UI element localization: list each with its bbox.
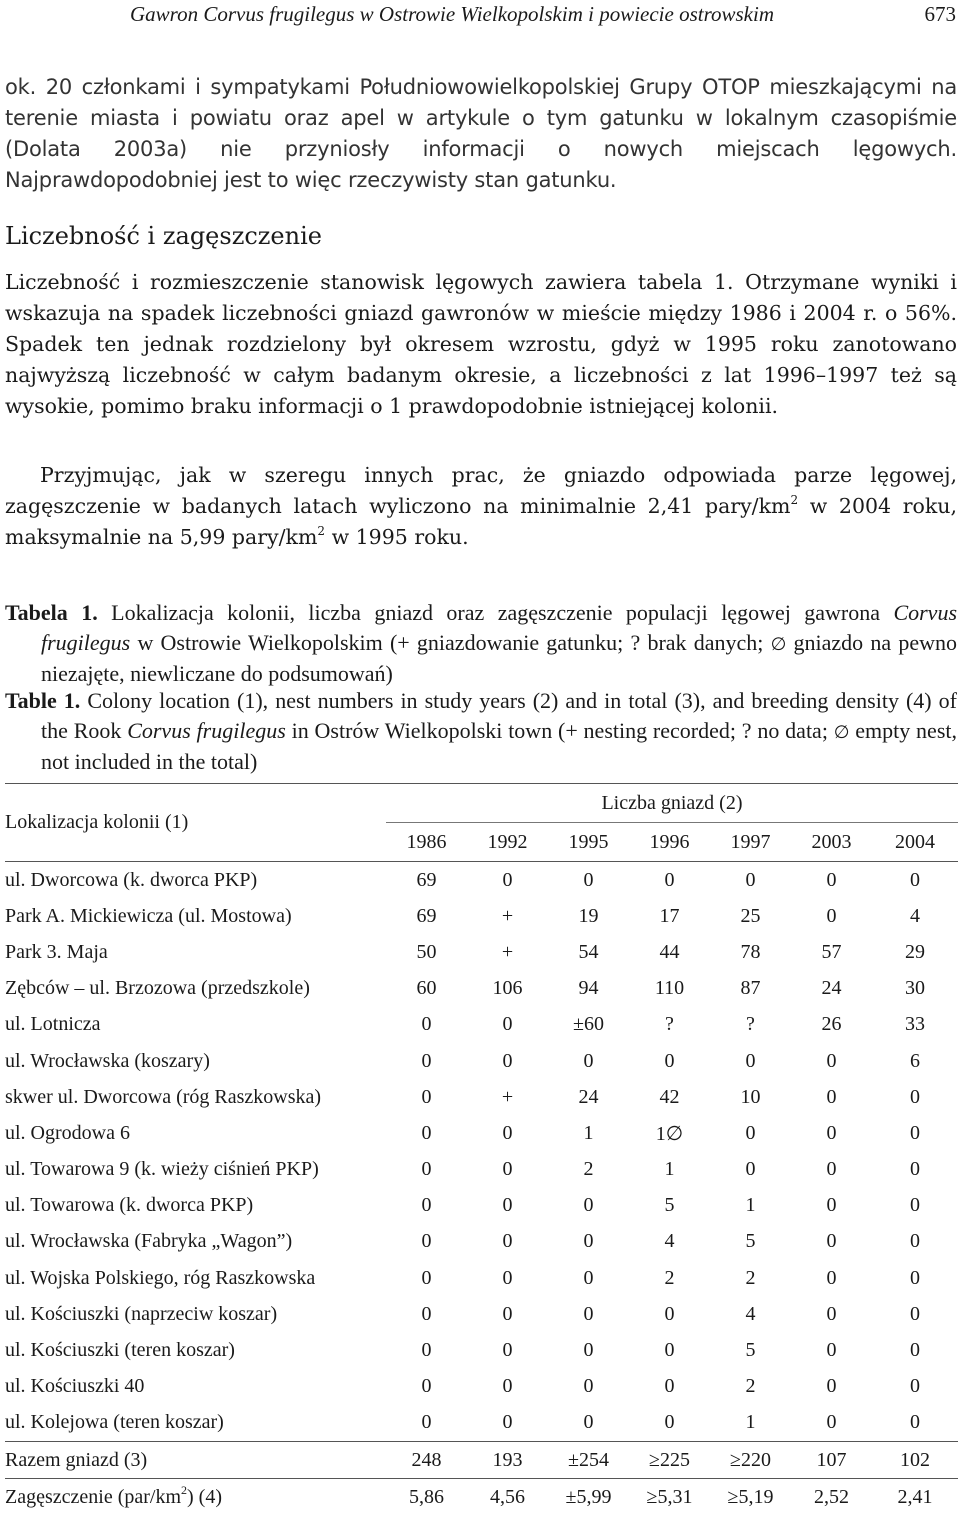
- count-cell: 87: [710, 971, 791, 1007]
- count-cell: ±5,99: [548, 1479, 629, 1515]
- count-cell: 0: [386, 1115, 467, 1151]
- paragraph-intro: ok. 20 członkami i sympatykami Południowowielkopolskiej Grupy OTOP mieszkającymi na terenie miasta i powiatu oraz apel w artykule o tym gatunku w lokalnym czasopiśmie (Dolata 2003a) nie przyniosły informacji o nowych miejscach lęgowych. Najprawdopodobniej jest to więc rzeczywisty stan gatunku.: [5, 72, 957, 196]
- count-cell: 0: [548, 1224, 629, 1260]
- count-cell: 24: [548, 1079, 629, 1115]
- location-cell: [5, 1007, 386, 1043]
- count-cell: 2,41: [872, 1479, 958, 1515]
- count-cell: 26: [791, 1007, 872, 1043]
- count-cell: 0: [629, 1296, 710, 1332]
- location-cell: [5, 1043, 386, 1079]
- caption-text: gniazdo na pewno niezajęte, niewliczane do podsumowań): [41, 630, 957, 687]
- count-cell: 0: [791, 1296, 872, 1332]
- table-row: [5, 898, 958, 934]
- location-label: Park 3. Maja: [5, 941, 108, 963]
- count-cell: +: [467, 1079, 548, 1115]
- location-label: ul. Ogrodowa 6: [5, 1122, 130, 1144]
- density-text-c: w 1995 roku.: [325, 525, 469, 549]
- table-row: [5, 1079, 958, 1115]
- count-cell: 2: [629, 1260, 710, 1296]
- year-header: 1986: [386, 823, 467, 862]
- count-cell: ≥225: [629, 1442, 710, 1479]
- paragraph-abundance: Liczebność i rozmieszczenie stanowisk lęgowych zawiera tabela 1. Otrzymane wyniki i wskazuja na spadek liczebności gniazd gawronów w mieście między 1986 i 2004 r. o 56%. Spadek ten jednak rozdzielony był okresem wzrostu, gdyż w 1995 roku zanotowano najwyższą liczebność w całym badanym okresie, a liczebności z lat 1996–1997 też są wysokie, pomimo braku informacji o 1 prawdopodobnie istniejącej kolonii.: [5, 267, 957, 422]
- count-cell: ≥220: [710, 1442, 791, 1479]
- count-cell: 0: [791, 1043, 872, 1079]
- location-label: ul. Wrocławska (koszary): [5, 1050, 210, 1072]
- count-cell: 1: [710, 1188, 791, 1224]
- location-label: ul. Towarowa 9 (k. wieży ciśnień PKP): [5, 1158, 319, 1180]
- count-cell: 0: [386, 1296, 467, 1332]
- count-cell: 1: [548, 1115, 629, 1151]
- count-cell: 0: [386, 1369, 467, 1405]
- count-cell: 0: [791, 1188, 872, 1224]
- table-caption-en: [5, 686, 957, 777]
- count-cell: 4: [872, 898, 958, 934]
- count-cell: 0: [386, 1260, 467, 1296]
- count-cell: 2: [710, 1369, 791, 1405]
- count-cell: 107: [791, 1442, 872, 1479]
- location-cell: [5, 1079, 386, 1115]
- count-cell: 44: [629, 934, 710, 970]
- count-cell: 0: [386, 1007, 467, 1043]
- count-cell: 0: [467, 1115, 548, 1151]
- location-label: ul. Kościuszki 40: [5, 1375, 144, 1397]
- location-cell: [5, 1152, 386, 1188]
- caption-text: w Ostrowie Wielkopolskim (+ gniazdowanie gatunku; ? brak danych;: [130, 630, 770, 655]
- location-label: skwer ul. Dworcowa (róg Raszkowska): [5, 1086, 321, 1108]
- table-row: [5, 862, 958, 899]
- count-cell: 0: [386, 1405, 467, 1442]
- colony-table: [5, 783, 958, 1515]
- location-cell: [5, 898, 386, 934]
- density-label-text: ) (4): [187, 1486, 222, 1508]
- count-cell: 193: [467, 1442, 548, 1479]
- count-cell: 0: [467, 1224, 548, 1260]
- count-cell: 1: [629, 1152, 710, 1188]
- location-label: ul. Kościuszki (teren koszar): [5, 1339, 235, 1361]
- location-cell: [5, 1115, 386, 1151]
- count-cell: 0: [629, 1405, 710, 1442]
- table-row: [5, 1007, 958, 1043]
- count-cell: 69: [386, 898, 467, 934]
- count-cell: 0: [386, 1152, 467, 1188]
- count-cell: 1∅: [629, 1115, 710, 1151]
- table-row: [5, 1260, 958, 1296]
- caption-label: Tabela 1.: [5, 600, 98, 625]
- caption-text: Colony location (1), nest numbers in study years (2) and in total (3), and breeding density (4) of the Rook: [41, 688, 957, 743]
- count-cell: ±254: [548, 1442, 629, 1479]
- count-cell: 54: [548, 934, 629, 970]
- caption-text: Lokalizacja kolonii, liczba gniazd oraz zagęszczenie populacji lęgowej gawrona: [98, 600, 894, 625]
- caption-text: in Ostrów Wielkopolski town (+ nesting recorded; ? no data;: [286, 718, 834, 743]
- count-cell: 5,86: [386, 1479, 467, 1515]
- count-cell: 0: [791, 1079, 872, 1115]
- count-cell: 0: [386, 1079, 467, 1115]
- year-header: 2004: [872, 823, 958, 862]
- count-cell: 5: [629, 1188, 710, 1224]
- count-cell: 0: [467, 1260, 548, 1296]
- species-name: Corvus frugilegus: [127, 718, 286, 743]
- location-cell: [5, 1224, 386, 1260]
- count-cell: 248: [386, 1442, 467, 1479]
- count-cell: 0: [386, 1332, 467, 1368]
- location-label: ul. Lotnicza: [5, 1013, 101, 1035]
- running-head: [0, 0, 960, 28]
- location-label: ul. Wojska Polskiego, róg Raszkowska: [5, 1267, 315, 1289]
- empty-nest-symbol: ∅: [834, 722, 850, 743]
- count-cell: 42: [629, 1079, 710, 1115]
- table-row: [5, 1442, 958, 1479]
- table-row: [5, 1296, 958, 1332]
- count-cell: 0: [872, 1079, 958, 1115]
- count-cell: 0: [548, 1405, 629, 1442]
- count-cell: 0: [548, 1332, 629, 1368]
- page-number: 673: [925, 2, 957, 27]
- count-cell: 0: [710, 1043, 791, 1079]
- count-cell: 0: [467, 1405, 548, 1442]
- density-text-b: w 2004 roku, maksymalnie na 5,99 pary/km: [5, 494, 957, 549]
- count-cell: 0: [791, 898, 872, 934]
- count-cell: 0: [872, 1224, 958, 1260]
- count-cell: 0: [467, 1332, 548, 1368]
- count-cell: 0: [386, 1224, 467, 1260]
- table-row: [5, 934, 958, 970]
- density-label: [5, 1486, 222, 1508]
- count-cell: 4,56: [467, 1479, 548, 1515]
- count-cell: 1: [710, 1405, 791, 1442]
- location-label: ul. Kościuszki (naprzeciw koszar): [5, 1303, 277, 1325]
- count-cell: 0: [467, 1152, 548, 1188]
- table-row: [5, 1479, 958, 1515]
- table-row: [5, 1405, 958, 1442]
- count-cell: 0: [872, 1332, 958, 1368]
- count-cell: 0: [548, 1260, 629, 1296]
- location-cell: [5, 1479, 386, 1515]
- density-label-text: Zagęszczenie (par/km: [5, 1486, 181, 1508]
- count-cell: 0: [872, 1369, 958, 1405]
- year-header: 1996: [629, 823, 710, 862]
- count-cell: 94: [548, 971, 629, 1007]
- count-cell: 0: [710, 862, 791, 899]
- count-cell: 106: [467, 971, 548, 1007]
- count-cell: 0: [791, 1332, 872, 1368]
- count-cell: 29: [872, 934, 958, 970]
- count-cell: +: [467, 898, 548, 934]
- section-heading: Liczebność i zagęszczenie: [5, 222, 322, 250]
- count-cell: 5: [710, 1332, 791, 1368]
- count-cell: 110: [629, 971, 710, 1007]
- table-row: [5, 1369, 958, 1405]
- count-cell: 0: [872, 1260, 958, 1296]
- count-cell: 17: [629, 898, 710, 934]
- count-cell: 0: [467, 1369, 548, 1405]
- table-row: [5, 1188, 958, 1224]
- count-cell: 0: [386, 1043, 467, 1079]
- location-label: ul. Kolejowa (teren koszar): [5, 1411, 224, 1433]
- column-group-header: Liczba gniazd (2): [386, 784, 958, 823]
- count-cell: 0: [629, 1043, 710, 1079]
- table-row: [5, 1115, 958, 1151]
- year-header: 2003: [791, 823, 872, 862]
- location-cell: [5, 1188, 386, 1224]
- total-label: Razem gniazd (3): [5, 1449, 147, 1471]
- count-cell: 5: [710, 1224, 791, 1260]
- count-cell: 33: [872, 1007, 958, 1043]
- count-cell: 57: [791, 934, 872, 970]
- count-cell: ≥5,31: [629, 1479, 710, 1515]
- location-label: Park A. Mickiewicza (ul. Mostowa): [5, 905, 292, 927]
- count-cell: 0: [467, 1296, 548, 1332]
- count-cell: ?: [710, 1007, 791, 1043]
- count-cell: 0: [386, 1188, 467, 1224]
- count-cell: ≥5,19: [710, 1479, 791, 1515]
- superscript: 2: [181, 1483, 187, 1497]
- species-name: Corvus frugilegus: [41, 600, 957, 655]
- count-cell: 69: [386, 862, 467, 899]
- count-cell: 4: [710, 1296, 791, 1332]
- location-cell: [5, 934, 386, 970]
- superscript: 2: [790, 493, 798, 507]
- table-row: [5, 1152, 958, 1188]
- count-cell: 0: [548, 1369, 629, 1405]
- location-label: ul. Towarowa (k. dworca PKP): [5, 1194, 253, 1216]
- paragraph-density: [5, 460, 957, 553]
- superscript: 2: [317, 524, 325, 538]
- location-cell: [5, 1442, 386, 1479]
- count-cell: 0: [467, 862, 548, 899]
- running-title: Gawron Corvus frugilegus w Ostrowie Wielkopolskim i powiecie ostrowskim: [130, 2, 774, 27]
- count-cell: 0: [872, 1405, 958, 1442]
- count-cell: 19: [548, 898, 629, 934]
- count-cell: ±60: [548, 1007, 629, 1043]
- table-row: [5, 1043, 958, 1079]
- count-cell: 0: [872, 1115, 958, 1151]
- count-cell: 24: [791, 971, 872, 1007]
- count-cell: 50: [386, 934, 467, 970]
- count-cell: 0: [548, 1043, 629, 1079]
- caption-text: empty nest, not included in the total): [41, 718, 957, 775]
- count-cell: 4: [629, 1224, 710, 1260]
- count-cell: 10: [710, 1079, 791, 1115]
- count-cell: 25: [710, 898, 791, 934]
- count-cell: 0: [629, 1369, 710, 1405]
- count-cell: 30: [872, 971, 958, 1007]
- count-cell: 0: [710, 1115, 791, 1151]
- count-cell: 2: [548, 1152, 629, 1188]
- count-cell: 0: [791, 1260, 872, 1296]
- count-cell: +: [467, 934, 548, 970]
- count-cell: 0: [872, 1188, 958, 1224]
- count-cell: 0: [872, 1152, 958, 1188]
- count-cell: 0: [548, 1188, 629, 1224]
- count-cell: 0: [548, 1296, 629, 1332]
- count-cell: 0: [791, 1405, 872, 1442]
- table-row: [5, 1224, 958, 1260]
- count-cell: 0: [629, 1332, 710, 1368]
- empty-nest-symbol: ∅: [771, 634, 787, 655]
- count-cell: 0: [791, 1224, 872, 1260]
- count-cell: 2,52: [791, 1479, 872, 1515]
- count-cell: 0: [791, 1115, 872, 1151]
- table-row: [5, 1332, 958, 1368]
- table-caption-pl: [5, 598, 957, 689]
- count-cell: 0: [548, 862, 629, 899]
- location-cell: [5, 862, 386, 899]
- location-cell: [5, 1260, 386, 1296]
- count-cell: 2: [710, 1260, 791, 1296]
- count-cell: 60: [386, 971, 467, 1007]
- count-cell: 0: [467, 1007, 548, 1043]
- table-row: [5, 971, 958, 1007]
- caption-label: Table 1.: [5, 688, 80, 713]
- year-header: 1997: [710, 823, 791, 862]
- count-cell: 0: [791, 1152, 872, 1188]
- location-label: ul. Wrocławska (Fabryka „Wagon”): [5, 1230, 292, 1252]
- count-cell: 0: [467, 1188, 548, 1224]
- location-cell: [5, 1369, 386, 1405]
- count-cell: 102: [872, 1442, 958, 1479]
- location-cell: [5, 1332, 386, 1368]
- density-text-a: Przyjmując, jak w szeregu innych prac, że gniazdo odpowiada parze lęgowej, zagęszczenie w badanych latach wyliczono na minimalnie 2,41 pary/km: [5, 463, 957, 518]
- location-label: ul. Dworcowa (k. dworca PKP): [5, 869, 257, 891]
- count-cell: 0: [791, 862, 872, 899]
- location-label: Zębców – ul. Brzozowa (przedszkole): [5, 977, 310, 999]
- count-cell: 0: [629, 862, 710, 899]
- year-header: 1995: [548, 823, 629, 862]
- year-header: 1992: [467, 823, 548, 862]
- count-cell: 0: [710, 1152, 791, 1188]
- count-cell: 0: [872, 1296, 958, 1332]
- location-cell: [5, 1405, 386, 1442]
- count-cell: 0: [791, 1369, 872, 1405]
- location-cell: [5, 1296, 386, 1332]
- column-header-location: Lokalizacja kolonii (1): [5, 784, 386, 862]
- count-cell: 78: [710, 934, 791, 970]
- count-cell: ?: [629, 1007, 710, 1043]
- count-cell: 0: [467, 1043, 548, 1079]
- count-cell: 0: [872, 862, 958, 899]
- count-cell: 6: [872, 1043, 958, 1079]
- location-cell: [5, 971, 386, 1007]
